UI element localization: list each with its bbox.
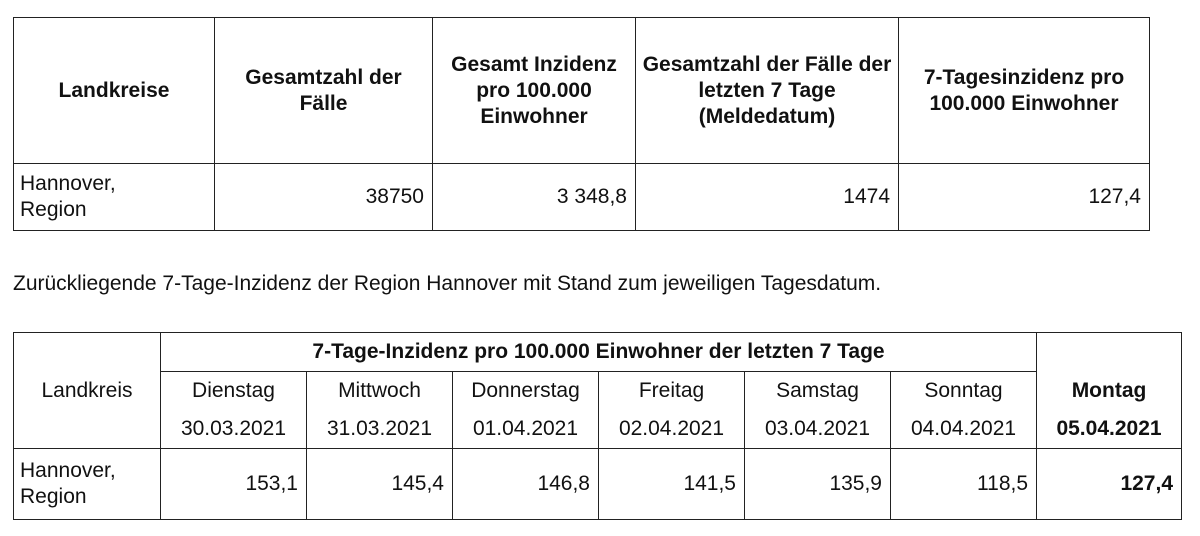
summary-table bbox=[13, 17, 1150, 231]
incidence-value: 135,9 bbox=[745, 449, 891, 520]
incidence-value: 146,8 bbox=[453, 449, 599, 520]
incidence-value-current: 127,4 bbox=[1037, 449, 1182, 520]
header-landkreis: Landkreis bbox=[14, 372, 161, 411]
day-date: 01.04.2021 bbox=[453, 410, 599, 449]
header-landkreise: Landkreise bbox=[14, 18, 215, 164]
day-name: Donnerstag bbox=[453, 372, 599, 411]
row-label bbox=[14, 164, 215, 231]
value-cases-last-7-days: 1474 bbox=[636, 164, 899, 231]
daily-incidence-table bbox=[13, 332, 1182, 520]
header-landkreis-bottom bbox=[14, 410, 161, 449]
day-date: 31.03.2021 bbox=[307, 410, 453, 449]
day-date: 02.04.2021 bbox=[599, 410, 745, 449]
table-row bbox=[14, 164, 1150, 231]
header-7-day-incidence: 7-Tagesinzidenz pro 100.000 Einwohner bbox=[899, 18, 1150, 164]
day-name: Mittwoch bbox=[307, 372, 453, 411]
row-label-line2: Region bbox=[20, 198, 87, 221]
incidence-value: 141,5 bbox=[599, 449, 745, 520]
header-last-col-top bbox=[1037, 333, 1182, 372]
day-date-current: 05.04.2021 bbox=[1037, 410, 1182, 449]
header-cases-last-7-days: Gesamtzahl der Fälle der letzten 7 Tage (Meldedatum) bbox=[636, 18, 899, 164]
day-date: 04.04.2021 bbox=[891, 410, 1037, 449]
incidence-value: 118,5 bbox=[891, 449, 1037, 520]
incidence-value: 153,1 bbox=[161, 449, 307, 520]
day-name: Freitag bbox=[599, 372, 745, 411]
header-group-7-day-incidence: 7-Tage-Inzidenz pro 100.000 Einwohner der letzten 7 Tage bbox=[161, 333, 1037, 372]
header-landkreis-top bbox=[14, 333, 161, 372]
header-total-incidence: Gesamt Inzidenz pro 100.000 Einwohner bbox=[433, 18, 636, 164]
value-total-cases: 38750 bbox=[215, 164, 433, 231]
header-total-cases: Gesamtzahl der Fälle bbox=[215, 18, 433, 164]
row-label-line1: Hannover, bbox=[20, 459, 116, 482]
day-name-current: Montag bbox=[1037, 372, 1182, 411]
day-name: Dienstag bbox=[161, 372, 307, 411]
row-label bbox=[14, 449, 161, 520]
group-header-row bbox=[14, 333, 1182, 372]
day-name: Sonntag bbox=[891, 372, 1037, 411]
date-row bbox=[14, 410, 1182, 449]
day-name-row bbox=[14, 372, 1182, 411]
day-date: 30.03.2021 bbox=[161, 410, 307, 449]
value-total-incidence: 3 348,8 bbox=[433, 164, 636, 231]
day-name: Samstag bbox=[745, 372, 891, 411]
row-label-line2: Region bbox=[20, 485, 87, 508]
row-label-line1: Hannover, bbox=[20, 172, 116, 195]
summary-header-row bbox=[14, 18, 1150, 164]
day-date: 03.04.2021 bbox=[745, 410, 891, 449]
value-7-day-incidence: 127,4 bbox=[899, 164, 1150, 231]
incidence-value: 145,4 bbox=[307, 449, 453, 520]
table-row bbox=[14, 449, 1182, 520]
description-text: Zurückliegende 7-Tage-Inzidenz der Region Hannover mit Stand zum jeweiligen Tagesdatum. bbox=[13, 272, 882, 295]
